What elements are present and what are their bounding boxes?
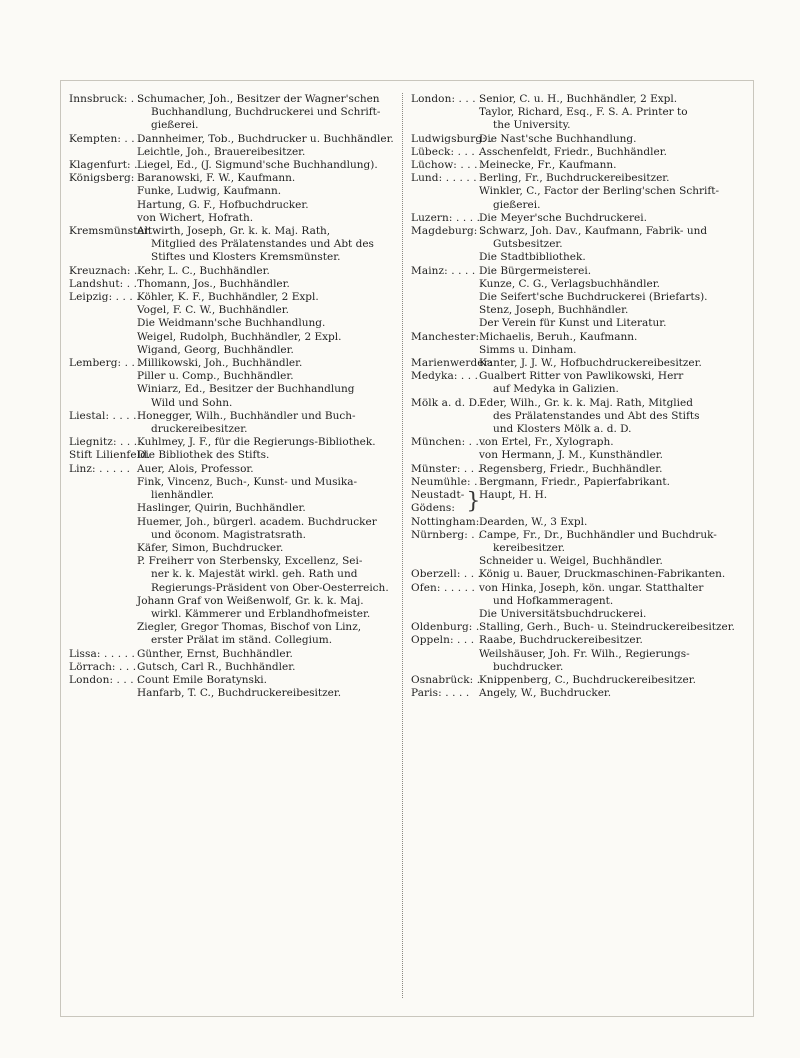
directory-entry bbox=[69, 291, 399, 357]
directory-entry bbox=[411, 568, 741, 581]
entry-line: von Wichert, Hofrath. bbox=[137, 211, 254, 224]
entry-line: Stiftes und Klosters Kremsmünster. bbox=[151, 251, 341, 264]
place-name: Osnabrück: . bbox=[411, 673, 481, 686]
entry-line: Schumacher, Joh., Besitzer der Wagner'schen bbox=[137, 93, 380, 105]
place-name: Oldenburg: . bbox=[411, 621, 480, 634]
entry-line: Angely, W., Buchdrucker. bbox=[479, 687, 612, 700]
place-name: Ludwigsburg: . bbox=[411, 132, 493, 145]
place-name: London: . . . . bbox=[411, 93, 483, 105]
entry-line: Huemer, Joh., bürgerl. academ. Buchdrucker bbox=[137, 515, 377, 528]
entry-line: Der Verein für Kunst und Literatur. bbox=[479, 317, 667, 330]
entry-line: buchdrucker. bbox=[493, 660, 564, 673]
entry-line: Buchhandlung, Buchdruckerei und Schrift- bbox=[151, 106, 381, 119]
entry-line: Köhler, K. F., Buchhändler, 2 Expl. bbox=[137, 291, 319, 304]
entry-line: Gualbert Ritter von Pawlikowski, Herr bbox=[479, 370, 684, 383]
left-column bbox=[69, 93, 399, 700]
directory-entry bbox=[411, 93, 741, 133]
directory-entry bbox=[411, 529, 741, 569]
entry-line: Leichtle, Joh., Brauereibesitzer. bbox=[137, 145, 306, 158]
entry-line: Thomann, Jos., Buchhändler. bbox=[137, 277, 290, 290]
place-name: Mainz: . . . . bbox=[411, 264, 476, 277]
entry-line: Taylor, Richard, Esq., F. S. A. Printer to bbox=[479, 106, 688, 119]
entry-line: und Klosters Mölk a. d. D. bbox=[493, 423, 632, 436]
entry-line: Hartung, G. F., Hofbuchdrucker. bbox=[137, 198, 309, 211]
directory-entry bbox=[69, 463, 399, 648]
directory-entry bbox=[69, 449, 399, 462]
brace-icon: } bbox=[466, 489, 481, 515]
entry-line: von Hermann, J. M., Kunsthändler. bbox=[479, 449, 664, 462]
entry-line: Die Weidmann'sche Buchhandlung. bbox=[137, 317, 326, 330]
entry-line: lienhändler. bbox=[151, 489, 214, 502]
directory-entry bbox=[69, 436, 399, 449]
entry-line: Stenz, Joseph, Buchhändler. bbox=[479, 304, 629, 317]
place-name: Innsbruck: . . bbox=[69, 93, 142, 105]
place-name: Lörrach: . . . . bbox=[69, 660, 144, 673]
entry-line: Regierungs-Präsident von Ober-Oesterreich. bbox=[151, 581, 389, 594]
directory-entry bbox=[411, 370, 741, 396]
directory-entry bbox=[69, 410, 399, 436]
place-name: Neumühle: . . bbox=[411, 475, 485, 488]
place-name: Lemberg: . . . bbox=[69, 357, 142, 370]
entry-line: Dearden, W., 3 Expl. bbox=[479, 515, 588, 528]
entry-line: Honegger, Wilh., Buchhändler und Buch- bbox=[137, 409, 356, 422]
place-name-line: Neustadt- bbox=[411, 489, 465, 502]
directory-entry bbox=[411, 146, 741, 159]
entry-line: von Ertel, Fr., Xylograph. bbox=[479, 436, 614, 449]
entry-line: Michaelis, Beruh., Kaufmann. bbox=[479, 330, 638, 343]
directory-entry bbox=[69, 674, 399, 700]
directory-entry bbox=[69, 278, 399, 291]
entry-line: Die Meyer'sche Buchdruckerei. bbox=[479, 211, 647, 224]
place-name: Kreuznach: . bbox=[69, 264, 138, 277]
entry-line: Wigand, Georg, Buchhändler. bbox=[137, 343, 294, 356]
entry-line: Asschenfeldt, Friedr., Buchhändler. bbox=[479, 145, 667, 158]
directory-entry bbox=[69, 661, 399, 674]
entry-line: Regensberg, Friedr., Buchhändler. bbox=[479, 462, 663, 475]
place-name-line: Gödens: bbox=[411, 502, 456, 515]
entry-line: Ziegler, Gregor Thomas, Bischof von Linz, bbox=[137, 621, 362, 634]
entry-line: Weigel, Rudolph, Buchhändler, 2 Expl. bbox=[137, 330, 342, 343]
place-name: Paris: . . . . bbox=[411, 687, 470, 700]
entry-line: des Prälatenstandes und Abt des Stifts bbox=[493, 409, 700, 422]
entry-line: Johann Graf von Weißenwolf, Gr. k. k. Maj. bbox=[137, 594, 364, 607]
entry-line: Haupt, H. H. bbox=[479, 489, 548, 502]
entry-line: Senior, C. u. H., Buchhändler, 2 Expl. bbox=[479, 93, 678, 105]
entry-line: Funke, Ludwig, Kaufmann. bbox=[137, 185, 282, 198]
place-name: Magdeburg: . bbox=[411, 225, 485, 238]
entry-line: Kanter, J. J. W., Hofbuchdruckereibesitzer. bbox=[479, 357, 702, 370]
entry-line: Campe, Fr., Dr., Buchhändler und Buchdruk- bbox=[479, 528, 717, 541]
entry-line: Count Emile Boratynski. bbox=[137, 673, 268, 686]
entry-line: Die Stadtbibliothek. bbox=[479, 251, 586, 264]
entry-line: Berling, Fr., Buchdruckereibesitzer. bbox=[479, 172, 670, 185]
place-name: Kempten: . . . bbox=[69, 132, 142, 145]
entry-line: Eder, Wilh., Gr. k. k. Maj. Rath, Mitglied bbox=[479, 396, 693, 409]
entry-line: gießerei. bbox=[151, 119, 199, 132]
directory-entry bbox=[69, 93, 399, 133]
entry-line: Liegel, Ed., (J. Sigmund'sche Buchhandlung). bbox=[137, 159, 378, 172]
place-name: Medyka: . . . bbox=[411, 370, 479, 383]
entry-line: Mitglied des Prälatenstandes und Abt des bbox=[151, 238, 374, 251]
page-frame bbox=[60, 80, 754, 1017]
entry-line: Gutsch, Carl R., Buchhändler. bbox=[137, 660, 296, 673]
place-name: Landshut: . . bbox=[69, 277, 138, 290]
column-divider bbox=[402, 93, 403, 998]
directory-entry bbox=[69, 133, 399, 159]
entry-line: the University. bbox=[493, 119, 571, 132]
place-name: Münster: . . . bbox=[411, 462, 482, 475]
entry-line: Günther, Ernst, Buchhändler. bbox=[137, 647, 293, 660]
place-name: München: . . . bbox=[411, 436, 486, 449]
entry-line: Winiarz, Ed., Besitzer der Buchhandlung bbox=[137, 383, 355, 396]
place-name: Nürnberg: . . bbox=[411, 528, 482, 541]
place-name: Oberzell: . . . bbox=[411, 568, 482, 581]
directory-entry bbox=[411, 212, 741, 225]
entry-line: Kunze, C. G., Verlagsbuchhändler. bbox=[479, 277, 660, 290]
entry-line: Hanfarb, T. C., Buchdruckereibesitzer. bbox=[137, 687, 342, 700]
entry-line: Baranowski, F. W., Kaufmann. bbox=[137, 172, 296, 185]
place-name: Leipzig: . . . . bbox=[69, 291, 140, 304]
directory-entry bbox=[411, 172, 741, 212]
entry-line: Fink, Vincenz, Buch-, Kunst- und Musika- bbox=[137, 475, 358, 488]
place-name: Mölk a. d. D.: bbox=[411, 396, 484, 409]
place-name: Linz: . . . . . bbox=[69, 462, 131, 475]
entry-line: Knippenberg, C., Buchdruckereibesitzer. bbox=[479, 673, 696, 686]
entry-line: Gutsbesitzer. bbox=[493, 238, 563, 251]
directory-entry bbox=[411, 331, 741, 357]
entry-line: Wild und Sohn. bbox=[151, 396, 233, 409]
place-name: Luzern: . . . . bbox=[411, 211, 481, 224]
entry-line: P. Freiherr von Sterbensky, Excellenz, Sei- bbox=[137, 555, 363, 568]
place-name: Lund: . . . . . bbox=[411, 172, 477, 185]
directory-entry bbox=[411, 357, 741, 370]
entry-line: Piller u. Comp., Buchhändler. bbox=[137, 370, 294, 383]
directory-entry bbox=[411, 159, 741, 172]
place-name: Ofen: . . . . . bbox=[411, 581, 475, 594]
entry-line: Die Nast'sche Buchhandlung. bbox=[479, 132, 637, 145]
entry-line: Meinecke, Fr., Kaufmann. bbox=[479, 159, 617, 172]
directory-entry bbox=[411, 516, 741, 529]
directory-entry bbox=[69, 172, 399, 225]
entry-line: Millikowski, Joh., Buchhändler. bbox=[137, 357, 303, 370]
entry-line: Haslinger, Quirin, Buchhändler. bbox=[137, 502, 306, 515]
entry-line: Die Universitätsbuchdruckerei. bbox=[479, 607, 647, 620]
entry-line: erster Prälat im ständ. Collegium. bbox=[151, 634, 333, 647]
directory-entry bbox=[411, 397, 741, 437]
entry-line: Käfer, Simon, Buchdrucker. bbox=[137, 541, 284, 554]
place-name: Stift Lilienfeld. bbox=[69, 449, 151, 462]
entry-line: Schwarz, Joh. Dav., Kaufmann, Fabrik- und bbox=[479, 225, 708, 238]
entry-line: Kehr, L. C., Buchhändler. bbox=[137, 264, 270, 277]
entry-line: Raabe, Buchdruckereibesitzer. bbox=[479, 634, 643, 647]
place-name: Liestal: . . . . bbox=[69, 409, 137, 422]
directory-entry bbox=[411, 687, 741, 700]
directory-entry bbox=[69, 265, 399, 278]
entry-line: Winkler, C., Factor der Berling'schen Schrift- bbox=[479, 185, 720, 198]
place-name: Oppeln: . . . bbox=[411, 634, 475, 647]
entry-line: Bergmann, Friedr., Papierfabrikant. bbox=[479, 475, 670, 488]
entry-line: Auer, Alois, Professor. bbox=[137, 462, 254, 475]
entry-line: Vogel, F. C. W., Buchhändler. bbox=[137, 304, 289, 317]
entry-line: und öconom. Magistratsrath. bbox=[151, 528, 307, 541]
entry-line: Dannheimer, Tob., Buchdrucker u. Buchhändler. bbox=[137, 132, 394, 145]
entry-line: König u. Bauer, Druckmaschinen-Fabrikanten. bbox=[479, 568, 726, 581]
directory-entry bbox=[411, 674, 741, 687]
directory-entry bbox=[69, 225, 399, 265]
directory-entry bbox=[411, 225, 741, 265]
directory-entry bbox=[411, 489, 741, 515]
directory-entry bbox=[411, 463, 741, 476]
directory-entry bbox=[411, 476, 741, 489]
directory-entry bbox=[411, 265, 741, 331]
entry-line: von Hinka, Joseph, kön. ungar. Statthalter bbox=[479, 581, 704, 594]
entry-line: auf Medyka in Galizien. bbox=[493, 383, 619, 396]
place-name: Nottingham: . bbox=[411, 515, 487, 528]
entry-line: Weilshäuser, Joh. Fr. Wilh., Regierungs- bbox=[479, 647, 690, 660]
entry-line: gießerei. bbox=[493, 198, 541, 211]
place-name: London: . . . . bbox=[69, 673, 141, 686]
entry-line: Kuhlmey, J. F., für die Regierungs-Bibliothek. bbox=[137, 436, 376, 449]
right-column bbox=[411, 93, 741, 700]
entry-line: Die Seifert'sche Buchdruckerei (Briefarts). bbox=[479, 291, 708, 304]
directory-entry bbox=[411, 133, 741, 146]
place-name: Marienwerder: bbox=[411, 357, 493, 370]
place-name: Königsberg: . bbox=[69, 172, 142, 185]
entry-line: Schneider u. Weigel, Buchhändler. bbox=[479, 555, 663, 568]
entry-line: Die Bürgermeisterei. bbox=[479, 264, 592, 277]
directory-entry bbox=[69, 159, 399, 172]
entry-line: Stalling, Gerh., Buch- u. Steindruckereibesitzer. bbox=[479, 621, 735, 634]
directory-entry bbox=[411, 582, 741, 622]
place-name: Lübeck: . . . . bbox=[411, 145, 482, 158]
place-name: Manchester: . bbox=[411, 330, 486, 343]
entry-line: Simms u. Dinham. bbox=[479, 343, 577, 356]
entry-line: druckereibesitzer. bbox=[151, 423, 248, 436]
place-name bbox=[411, 489, 479, 515]
entry-line: Altwirth, Joseph, Gr. k. k. Maj. Rath, bbox=[137, 225, 331, 238]
entry-line: wirkl. Kämmerer und Erblandhofmeister. bbox=[151, 607, 371, 620]
entry-line: Die Bibliothek des Stifts. bbox=[137, 449, 270, 462]
directory-entry bbox=[69, 648, 399, 661]
entry-line: kereibesitzer. bbox=[493, 541, 566, 554]
place-name: Liegnitz: . . . . bbox=[69, 436, 145, 449]
directory-entry bbox=[411, 436, 741, 462]
place-name: Lissa: . . . . . bbox=[69, 647, 135, 660]
place-name: Lüchow: . . . . bbox=[411, 159, 485, 172]
directory-entry bbox=[411, 634, 741, 674]
entry-line: ner k. k. Majestät wirkl. geh. Rath und bbox=[151, 568, 358, 581]
directory-entry bbox=[69, 357, 399, 410]
place-name: Kremsmünster. bbox=[69, 225, 152, 238]
entry-line: und Hofkammeragent. bbox=[493, 594, 614, 607]
directory-entry bbox=[411, 621, 741, 634]
place-name: Klagenfurt: . bbox=[69, 159, 138, 172]
